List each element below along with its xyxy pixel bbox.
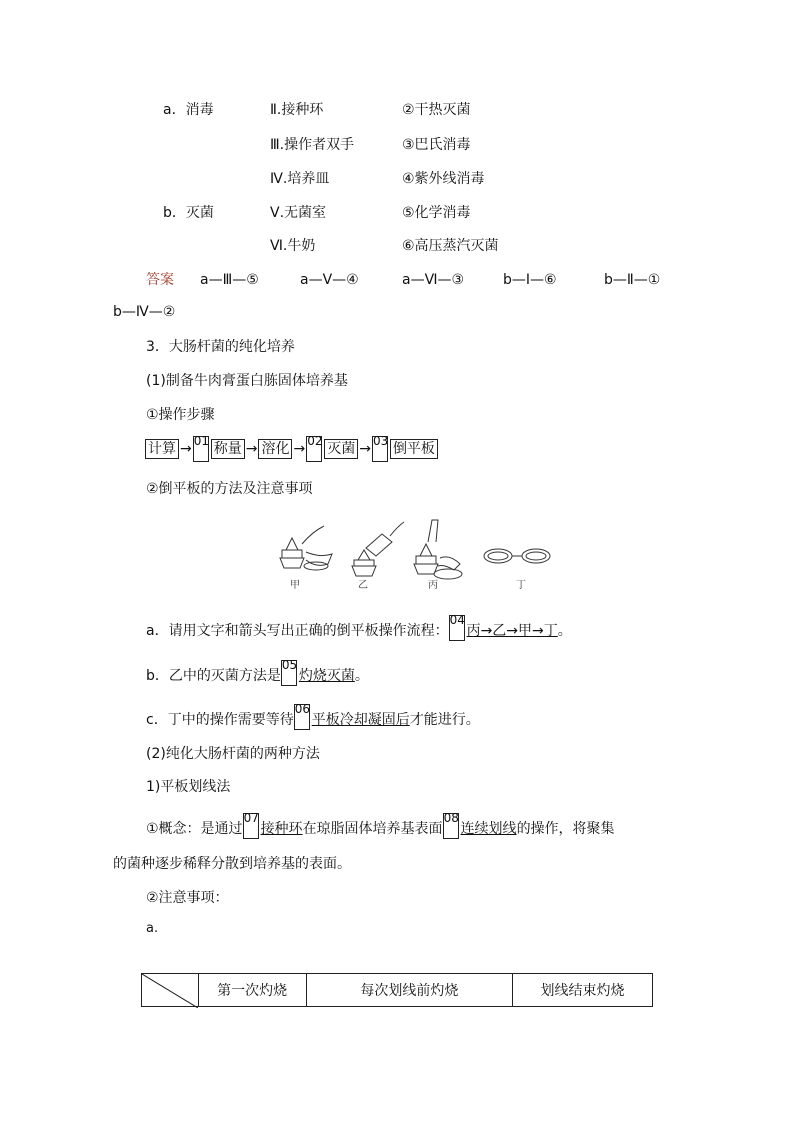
step-title: ①操作步骤 (146, 407, 215, 423)
blank-number-box: 01 (193, 436, 209, 462)
question-c (146, 704, 480, 732)
concept-suffix: 的操作，将聚集 (516, 821, 615, 837)
blank-number-box: 06 (294, 704, 310, 730)
figure-jia (280, 526, 332, 570)
figure-bing (414, 520, 462, 579)
question-b-prefix: b．乙中的灭菌方法是 (146, 668, 281, 684)
notes-table (141, 973, 653, 1007)
match-middle-item: Ⅲ.操作者双手 (270, 137, 355, 153)
match-right-item: ③巴氏消毒 (402, 137, 471, 153)
flow-step-weigh: 称量 (211, 439, 245, 459)
match-middle-item: Ⅳ.培养皿 (270, 171, 330, 187)
match-right-item: ⑤化学消毒 (402, 205, 471, 221)
diagonal-line (142, 974, 198, 1008)
answer-item: a—Ⅵ—③ (402, 272, 465, 288)
arrow-icon: → (180, 441, 192, 457)
blank-number-box: 07 (243, 813, 259, 839)
question-c-suffix: 才能进行。 (409, 712, 480, 728)
question-a (146, 615, 572, 643)
subsection-title: (1)制备牛肉膏蛋白胨固体培养基 (146, 373, 348, 389)
match-left-b: b．灭菌 (163, 205, 214, 221)
match-middle-item: Ⅱ.接种环 (270, 102, 324, 118)
procedure-flow (145, 434, 438, 464)
question-a-suffix: 。 (557, 623, 572, 639)
flow-step-sterilize: 灭菌 (324, 439, 358, 459)
arrow-icon: → (359, 441, 371, 457)
table-header-cell: 划线结束灼烧 (513, 974, 653, 1007)
answer-item: a—Ⅲ—⑤ (200, 272, 259, 288)
blank-number-box: 03 (372, 436, 388, 462)
figure-ding (484, 549, 550, 563)
method-title: 1)平板划线法 (146, 779, 231, 795)
concept-line (146, 813, 615, 841)
question-c-prefix: c．丁中的操作需要等待 (146, 712, 294, 728)
concept-mid: 在琼脂固体培养基表面 (302, 821, 443, 837)
figure-label-ding: 丁 (516, 580, 526, 591)
table-row (142, 974, 653, 1007)
question-b (146, 660, 369, 688)
figure-yi (352, 522, 404, 576)
answer-item-wrap: b—Ⅳ—② (113, 304, 176, 320)
answer-item: b—Ⅰ—⑥ (503, 272, 557, 288)
pour-title: ②倒平板的方法及注意事项 (146, 481, 313, 497)
match-middle-item: Ⅵ.牛奶 (270, 238, 316, 254)
section-title: 3．大肠杆菌的纯化培养 (146, 339, 295, 355)
match-right-item: ②干热灭菌 (402, 102, 471, 118)
answer-text: 丙→乙→甲→丁 (466, 623, 558, 639)
note-a: a. (146, 921, 159, 936)
answer-text: 接种环 (260, 821, 303, 837)
diagonal-header-cell (142, 974, 199, 1007)
pour-plate-figure (272, 512, 562, 592)
match-right-item: ④紫外线消毒 (402, 171, 485, 187)
answer-label: 答案 (146, 272, 174, 288)
subsection-title: (2)纯化大肠杆菌的两种方法 (146, 746, 320, 762)
figure-label-yi: 乙 (358, 580, 368, 591)
flow-step-pour: 倒平板 (390, 439, 438, 459)
match-left-a: a．消毒 (163, 102, 214, 118)
match-middle-item: Ⅴ.无菌室 (270, 205, 327, 221)
figure-label-jia: 甲 (290, 580, 300, 591)
flow-step-dissolve: 溶化 (258, 439, 292, 459)
arrow-icon: → (245, 441, 258, 457)
notes-title: ②注意事项： (146, 890, 229, 906)
blank-number-box: 08 (443, 813, 459, 839)
blank-number-box: 04 (449, 615, 465, 641)
question-b-suffix: 。 (354, 668, 369, 684)
flow-step-calc: 计算 (145, 439, 179, 459)
table-header-cell: 第一次灼烧 (198, 974, 306, 1007)
concept-line-2: 的菌种逐步稀释分散到培养基的表面。 (113, 856, 351, 872)
concept-prefix: ①概念：是通过 (146, 821, 243, 837)
arrow-icon: → (293, 441, 306, 457)
answer-text: 灼烧灭菌 (298, 668, 355, 684)
figure-label-bing: 丙 (428, 580, 438, 591)
table-header-cell: 每次划线前灼烧 (306, 974, 512, 1007)
answer-item: a—Ⅴ—④ (300, 272, 359, 288)
question-a-prefix: a．请用文字和箭头写出正确的倒平板操作流程： (146, 623, 449, 639)
answer-text: 平板冷却凝固后 (311, 712, 410, 728)
answer-item: b—Ⅱ—① (604, 272, 661, 288)
blank-number-box: 05 (281, 660, 297, 686)
match-right-item: ⑥高压蒸汽灭菌 (402, 238, 499, 254)
blank-number-box: 02 (306, 436, 322, 462)
answer-text: 连续划线 (460, 821, 517, 837)
